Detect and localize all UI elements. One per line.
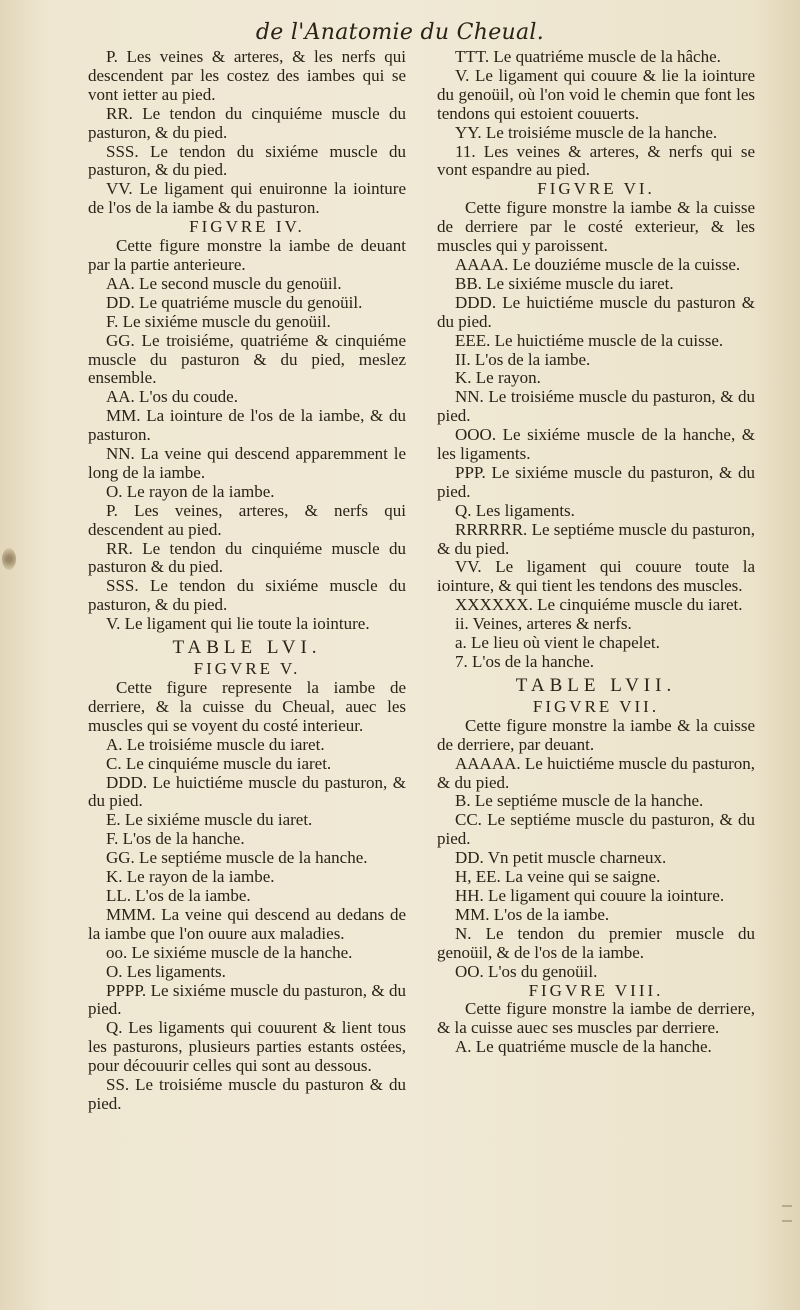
legend-entry: GG. Le septiéme muscle de la hanche. <box>106 848 368 868</box>
legend-entry: Cette figure monstre la iambe & la cuisse de derriere par le costé exterieur, & les muscles qui y paroissent. <box>437 198 755 256</box>
table-heading: TABLE LVI. <box>172 637 322 659</box>
legend-entry: YY. Le troisiéme muscle de la hanche. <box>455 122 718 142</box>
edge-mark <box>782 1220 792 1222</box>
legend-entry: K. Le rayon. <box>455 368 541 388</box>
figure-heading: FIGVRE VIII. <box>528 980 664 1000</box>
legend-entry: K. Le rayon de la iambe. <box>106 867 275 887</box>
legend-entry: Cette figure represente la iambe de derriere, & la cuisse du Cheual, auec les muscles qui se voyent du costé interieur. <box>88 678 406 735</box>
figure-heading: FIGVRE IV. <box>189 217 305 237</box>
legend-entry: Q. Les ligaments qui couurent & lient tous les pasturons, plusieurs parties estants ostées, pour découurir celles qui sont au dessous. <box>88 1018 406 1076</box>
legend-entry: NN. Le troisiéme muscle du pasturon, & du pied. <box>437 387 755 426</box>
legend-entry: RR. Le tendon du cinquiéme muscle du pasturon & du pied. <box>88 538 406 577</box>
legend-entry: Cette figure monstre la iambe & la cuisse de derriere, par deuant. <box>437 715 755 754</box>
figure-heading: FIGVRE VI. <box>537 179 655 199</box>
legend-entry: AA. Le second muscle du genoüil. <box>106 273 342 293</box>
legend-entry: MMM. La veine qui descend au dedans de la iambe que l'on ouure aux maladies. <box>88 904 406 943</box>
legend-entry: XXXXXX. Le cinquiéme muscle du iaret. <box>455 595 743 615</box>
table-heading: TABLE LVII. <box>515 674 677 696</box>
legend-entry: N. Le tendon du premier muscle du genoüil, & de l'os de la iambe. <box>437 923 755 962</box>
legend-entry: VV. Le ligament qui couure toute la iointure, & qui tient les tendons des muscles. <box>437 557 755 596</box>
legend-entry: H, EE. La veine qui se saigne. <box>455 867 661 887</box>
legend-entry: Cette figure monstre la iambe de derriere, & la cuisse auec ses muscles par derriere. <box>437 999 755 1038</box>
edge-mark <box>782 1205 792 1207</box>
legend-entry: 7. L'os de la hanche. <box>455 652 595 671</box>
figure-heading: FIGVRE VII. <box>532 696 660 716</box>
legend-entry: BB. Le sixiéme muscle du iaret. <box>455 273 674 293</box>
figure-heading: FIGVRE V. <box>193 659 301 679</box>
legend-entry: SS. Le troisiéme muscle du pasturon & du pied. <box>88 1075 406 1113</box>
legend-entry: F. L'os de la hanche. <box>106 829 245 849</box>
legend-entry: a. Le lieu où vient le chapelet. <box>455 633 660 653</box>
legend-entry: DDD. Le huictiéme muscle du pasturon & du pied. <box>437 292 755 331</box>
legend-entry: DD. Vn petit muscle charneux. <box>455 848 667 868</box>
legend-entry: OO. L'os du genoüil. <box>455 961 598 981</box>
legend-entry: AAAA. Le douziéme muscle de la cuisse. <box>455 254 741 274</box>
running-title: de l'Anatomie du Cheual. <box>255 20 545 45</box>
legend-entry: NN. La veine qui descend apparemment le long de la iambe. <box>88 444 406 482</box>
legend-entry: Q. Les ligaments. <box>455 500 575 520</box>
legend-entry: oo. Le sixiéme muscle de la hanche. <box>106 942 353 962</box>
legend-entry: V. Le ligament qui lie toute la iointure. <box>106 614 370 634</box>
legend-entry: P. Les veines & arteres, & les nerfs qui descendent par les costez des iambes qui se vont ietter au pied. <box>88 47 406 104</box>
right-column <box>437 48 755 1057</box>
legend-entry: SSS. Le tendon du sixiéme muscle du pasturon, & du pied. <box>88 141 406 180</box>
legend-entry: MM. La iointure de l'os de la iambe, & du pasturon. <box>88 406 406 445</box>
legend-entry: OOO. Le sixiéme muscle de la hanche, & les ligaments. <box>437 425 755 464</box>
legend-entry: MM. L'os de la iambe. <box>455 904 610 924</box>
legend-entry: VV. Le ligament qui enuironne la iointure de l'os de la iambe & du pasturon. <box>88 179 406 218</box>
legend-entry: C. Le cinquiéme muscle du iaret. <box>106 753 332 773</box>
legend-entry: HH. Le ligament qui couure la iointure. <box>455 885 725 905</box>
legend-entry: LL. L'os de la iambe. <box>106 885 251 905</box>
running-header <box>0 20 800 46</box>
legend-entry: PPP. Le sixiéme muscle du pasturon, & du pied. <box>437 462 755 501</box>
legend-entry: DD. Le quatriéme muscle du genoüil. <box>106 292 363 312</box>
legend-entry: CC. Le septiéme muscle du pasturon, & du pied. <box>437 810 755 849</box>
legend-entry: O. Le rayon de la iambe. <box>106 481 275 501</box>
legend-entry: ii. Veines, arteres & nerfs. <box>455 614 632 634</box>
legend-entry: A. Le troisiéme muscle du iaret. <box>106 734 325 754</box>
legend-entry: AA. L'os du coude. <box>106 387 238 407</box>
legend-entry: 11. Les veines & arteres, & nerfs qui se vont espandre au pied. <box>437 141 755 180</box>
left-column <box>88 48 406 1114</box>
legend-entry: SSS. Le tendon du sixiéme muscle du pasturon, & du pied. <box>88 576 406 615</box>
legend-entry: EEE. Le huictiéme muscle de la cuisse. <box>455 330 724 350</box>
legend-entry: A. Le quatriéme muscle de la hanche. <box>455 1037 712 1057</box>
legend-entry: Cette figure monstre la iambe de deuant par la partie anterieure. <box>88 236 406 274</box>
legend-entry: V. Le ligament qui couure & lie la iointure du genoüil, où l'on void le chemin que font les tendons qui estoient couuerts. <box>437 65 755 123</box>
legend-entry: RR. Le tendon du cinquiéme muscle du pasturon, & du pied. <box>88 103 406 142</box>
legend-entry: AAAAA. Le huictiéme muscle du pasturon, & du pied. <box>437 753 755 792</box>
legend-entry: P. Les veines, arteres, & nerfs qui descendent au pied. <box>88 500 406 539</box>
page-stain <box>2 548 16 570</box>
legend-entry: F. Le sixiéme muscle du genoüil. <box>106 311 331 331</box>
legend-entry: RRRRRR. Le septiéme muscle du pasturon, & du pied. <box>437 519 755 558</box>
legend-entry: O. Les ligaments. <box>106 961 226 981</box>
legend-entry: DDD. Le huictiéme muscle du pasturon, & du pied. <box>88 772 406 811</box>
legend-entry: B. Le septiéme muscle de la hanche. <box>455 791 704 811</box>
legend-entry: II. L'os de la iambe. <box>455 349 591 369</box>
legend-entry: GG. Le troisiéme, quatriéme & cinquiéme muscle du pasturon & du pied, meslez ensemble. <box>88 330 406 388</box>
legend-entry: E. Le sixiéme muscle du iaret. <box>106 810 313 830</box>
legend-entry: PPPP. Le sixiéme muscle du pasturon, & du pied. <box>88 980 406 1019</box>
legend-entry: TTT. Le quatriéme muscle de la hâche. <box>455 47 721 66</box>
